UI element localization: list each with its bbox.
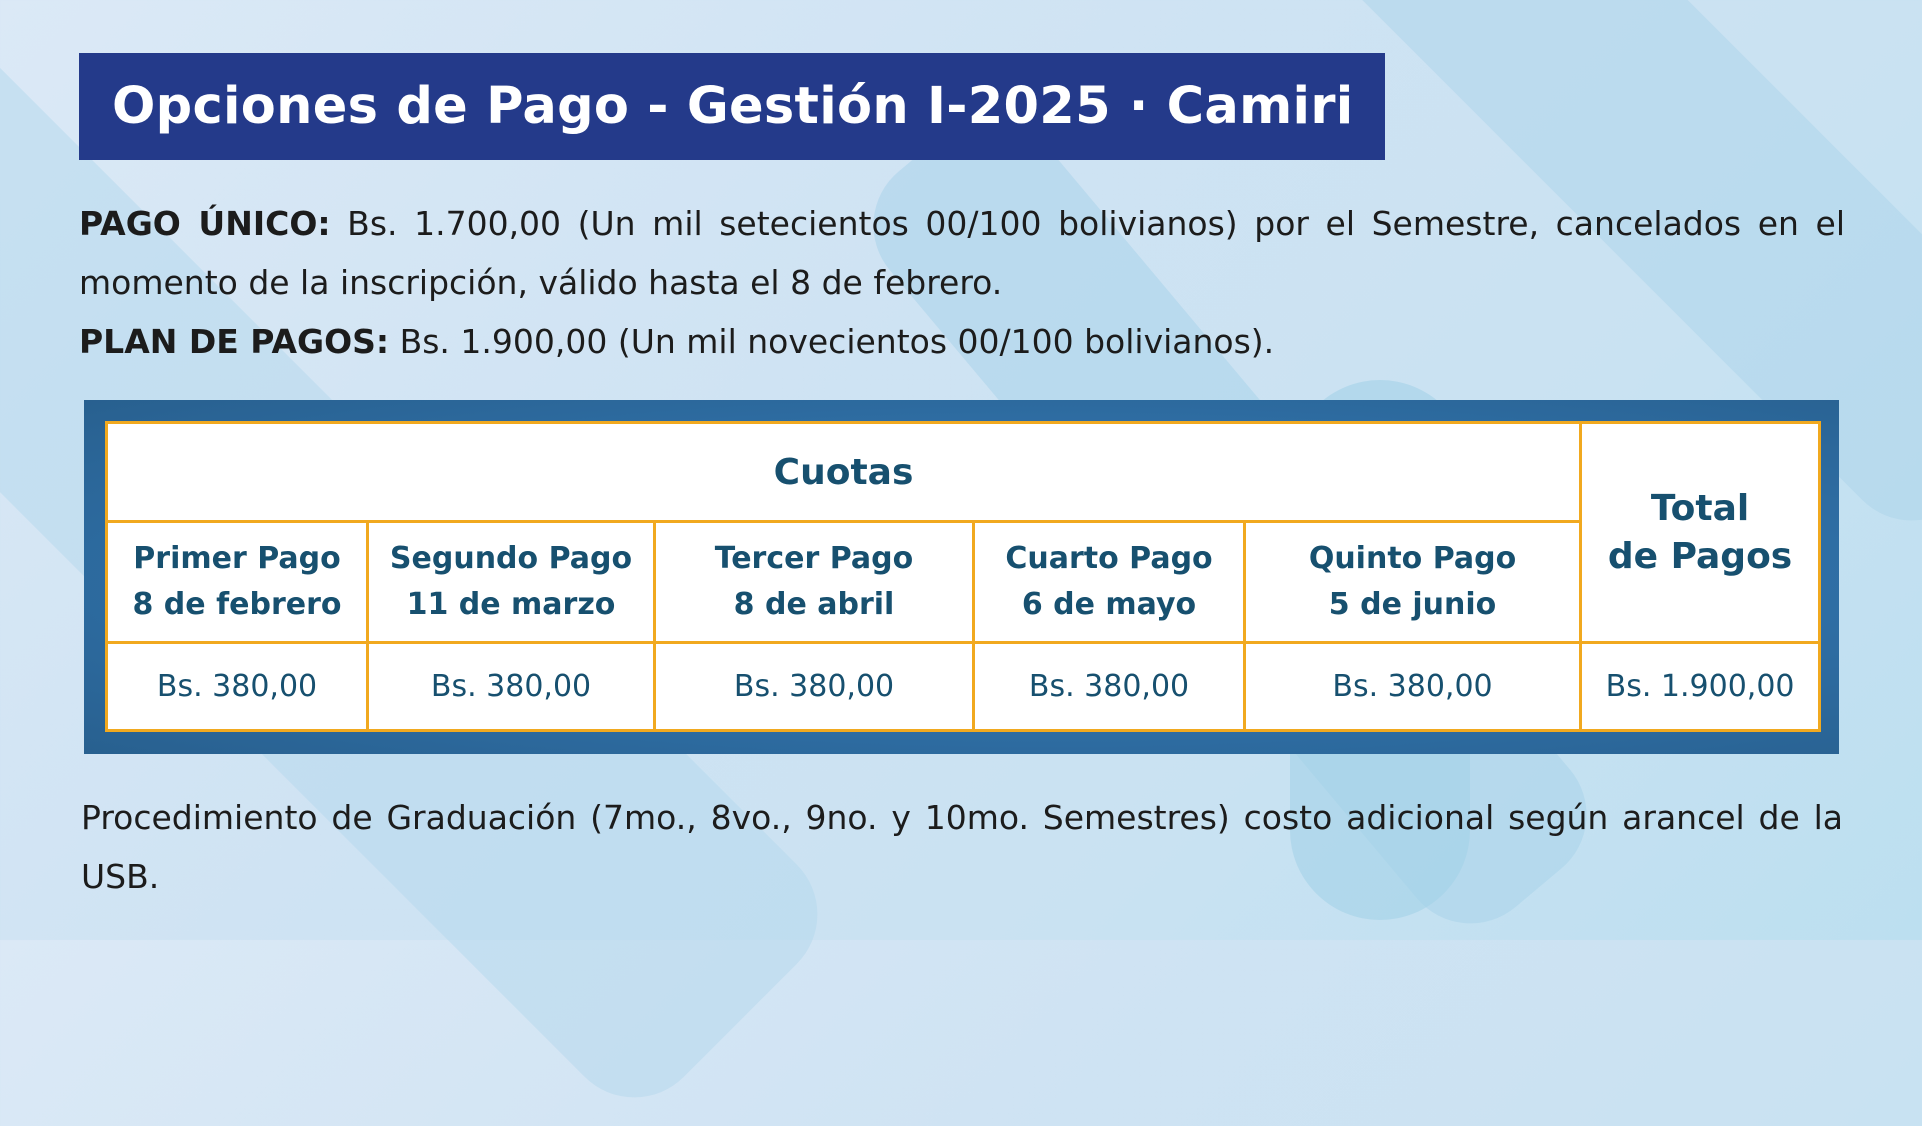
table-header-row (107, 423, 1820, 522)
pago-unico-text: Bs. 1.700,00 (Un mil setecientos 00/100 bolivianos) por el Semestre, cancelados en el momento de la inscripción, válido hasta el 8 de febrero. (79, 204, 1845, 302)
amount-cell: Bs. 380,00 (368, 643, 655, 731)
plan-pagos-text: Bs. 1.900,00 (Un mil novecientos 00/100 bolivianos). (389, 322, 1275, 361)
column-date: 6 de mayo (1021, 587, 1197, 622)
column-date: 8 de abril (733, 587, 895, 622)
total-header-line2: de Pagos (1607, 535, 1793, 577)
column-name: Tercer Pago (714, 541, 914, 576)
column-header-tercer-pago (655, 522, 974, 643)
payment-table (105, 421, 1821, 732)
total-header (1581, 423, 1820, 643)
column-date: 11 de marzo (406, 587, 616, 622)
column-header-primer-pago (107, 522, 368, 643)
total-header-line1: Total (1650, 487, 1750, 529)
column-name: Segundo Pago (389, 541, 633, 576)
pago-unico-label: PAGO ÚNICO: (79, 204, 331, 243)
footer-note: Procedimiento de Graduación (7mo., 8vo., 9no. y 10mo. Semestres) costo adicional según arancel de la USB. (81, 798, 1843, 896)
column-name: Quinto Pago (1308, 541, 1517, 576)
cuotas-header: Cuotas (107, 423, 1581, 522)
amount-cell: Bs. 380,00 (655, 643, 974, 731)
column-header-cuarto-pago (974, 522, 1245, 643)
column-header-segundo-pago (368, 522, 655, 643)
column-name: Primer Pago (133, 541, 341, 576)
total-amount-cell: Bs. 1.900,00 (1581, 643, 1820, 731)
amount-cell: Bs. 380,00 (107, 643, 368, 731)
column-date: 5 de junio (1328, 587, 1497, 622)
page-title: Opciones de Pago - Gestión I-2025 · Camiri (112, 77, 1354, 136)
plan-pagos-paragraph (79, 312, 1845, 371)
table-subheader-row (107, 522, 1820, 643)
pago-unico-paragraph (79, 194, 1845, 312)
title-banner (79, 53, 1385, 160)
plan-pagos-label: PLAN DE PAGOS: (79, 322, 390, 361)
payment-table-frame (84, 400, 1839, 754)
column-header-quinto-pago (1245, 522, 1581, 643)
amount-cell: Bs. 380,00 (1245, 643, 1581, 731)
amount-cell: Bs. 380,00 (974, 643, 1245, 731)
column-date: 8 de febrero (132, 587, 342, 622)
table-row (107, 643, 1820, 731)
column-name: Cuarto Pago (1005, 541, 1213, 576)
